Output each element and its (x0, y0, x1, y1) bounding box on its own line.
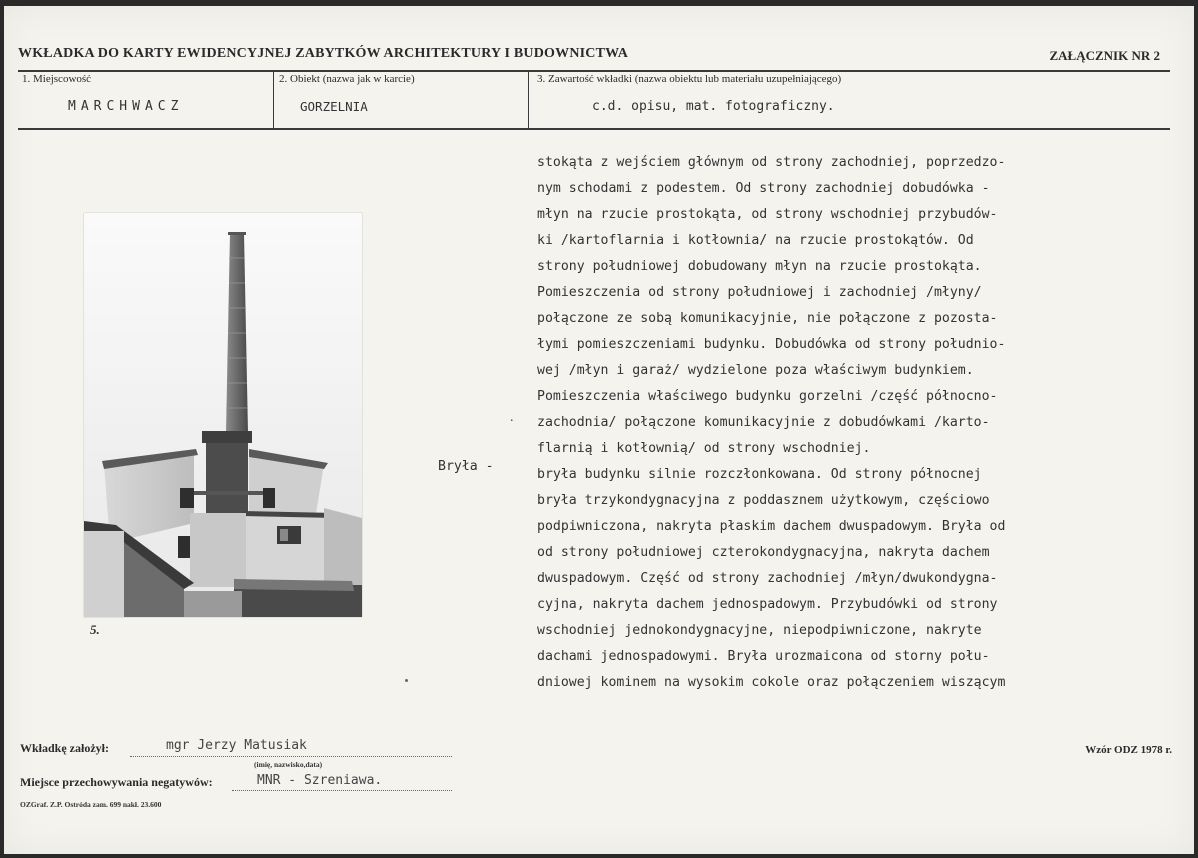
negatives-location-label: Miejsce przechowywania negatywów: (20, 775, 213, 789)
place-value: MARCHWACZ (68, 99, 184, 114)
section-label-bryla: Bryła - (438, 459, 494, 474)
attachment-number: ZAŁĄCZNIK NR 2 (1049, 48, 1160, 63)
description-line: dachami jednospadowymi. Bryła urozmaicona od storny połu- (537, 649, 990, 664)
printer-info: OZGraf. Z.P. Ostróda zam. 699 nakł. 23.600 (20, 800, 162, 809)
field-divider-1 (273, 72, 274, 128)
description-line: dwuspadowym. Część od strony zachodniej /młyn/dwukondygna- (537, 571, 998, 586)
photo-number: 5. (90, 622, 100, 637)
header-rule-top (18, 70, 1170, 72)
negatives-location-value: MNR - Szreniawa. (257, 773, 383, 788)
description-line: dniowej kominem na wysokim cokole oraz połączeniem wiszącym (537, 675, 1006, 690)
description-line: młyn na rzucie prostokąta, od strony wschodniej przybudów- (537, 207, 998, 222)
form-model: Wzór ODZ 1978 r. (1085, 744, 1172, 756)
description-line: stokąta z wejściem głównym od strony zachodniej, poprzedzo- (537, 155, 1006, 170)
description-line: nym schodami z podestem. Od strony zachodniej dobudówka - (537, 181, 990, 196)
created-by-value: mgr Jerzy Matusiak (166, 738, 307, 753)
description-line: Pomieszczenia właściwego budynku gorzelni /część północno- (537, 389, 998, 404)
created-by-line (130, 756, 452, 757)
created-by-hint: (imię, nazwisko,data) (254, 760, 323, 769)
description-line: połączone ze sobą komunikacyjnie, nie połączone z pozosta- (537, 311, 998, 326)
description-line: ki /kartoflarnia i kotłownia/ na rzucie prostokątów. Od (537, 233, 974, 248)
description-line: bryła budynku silnie rozczłonkowana. Od strony północnej (537, 467, 982, 482)
negatives-location-line (232, 790, 452, 791)
place-label: 1. Miejscowość (22, 73, 92, 85)
description-line: cyjna, nakryta dachem jednospadowym. Przybudówki od strony (537, 597, 998, 612)
paper-fleck (405, 679, 408, 682)
object-value: GORZELNIA (300, 99, 368, 114)
description-line: strony południowej dobudowany młyn na rzucie prostokąta. (537, 259, 982, 274)
description-line: bryła trzykondygnacyjna z poddasznem użytkowym, częściowo (537, 493, 990, 508)
header-rule-bottom (18, 128, 1170, 130)
description-line: łymi pomieszczeniami budynku. Dobudówka od strony południo- (537, 337, 1006, 352)
margin-dot: . (510, 410, 514, 425)
description-line: zachodnia/ połączone komunikacyjnie z dobudówkami /karto- (537, 415, 990, 430)
contents-value: c.d. opisu, mat. fotograficzny. (592, 99, 835, 114)
description-line: flarnią i kotłownią/ od strony wschodniej. (537, 441, 871, 456)
object-label: 2. Obiekt (nazwa jak w karcie) (279, 73, 415, 85)
field-divider-2 (528, 72, 529, 128)
form-title: WKŁADKA DO KARTY EWIDENCYJNEJ ZABYTKÓW ARCHITEKTURY I BUDOWNICTWA (18, 46, 629, 61)
description-line: wej /młyn i garaż/ wydzielone poza właściwym budynkiem. (537, 363, 974, 378)
description-line: podpiwniczona, nakryta płaskim dachem dwuspadowym. Bryła od (537, 519, 1006, 534)
description-line: od strony południowej czterokondygnacyjna, nakryta dachem (537, 545, 990, 560)
contents-label: 3. Zawartość wkładki (nazwa obiektu lub materiału uzupełniającego) (537, 73, 842, 85)
created-by-label: Wkładkę założył: (20, 741, 109, 755)
chimney-photo (84, 213, 362, 617)
description-line: Pomieszczenia od strony południowej i zachodniej /młyny/ (537, 285, 982, 300)
description-text (537, 150, 1157, 696)
description-line: wschodniej jednokondygnacyjne, niepodpiwniczone, nakryte (537, 623, 982, 638)
